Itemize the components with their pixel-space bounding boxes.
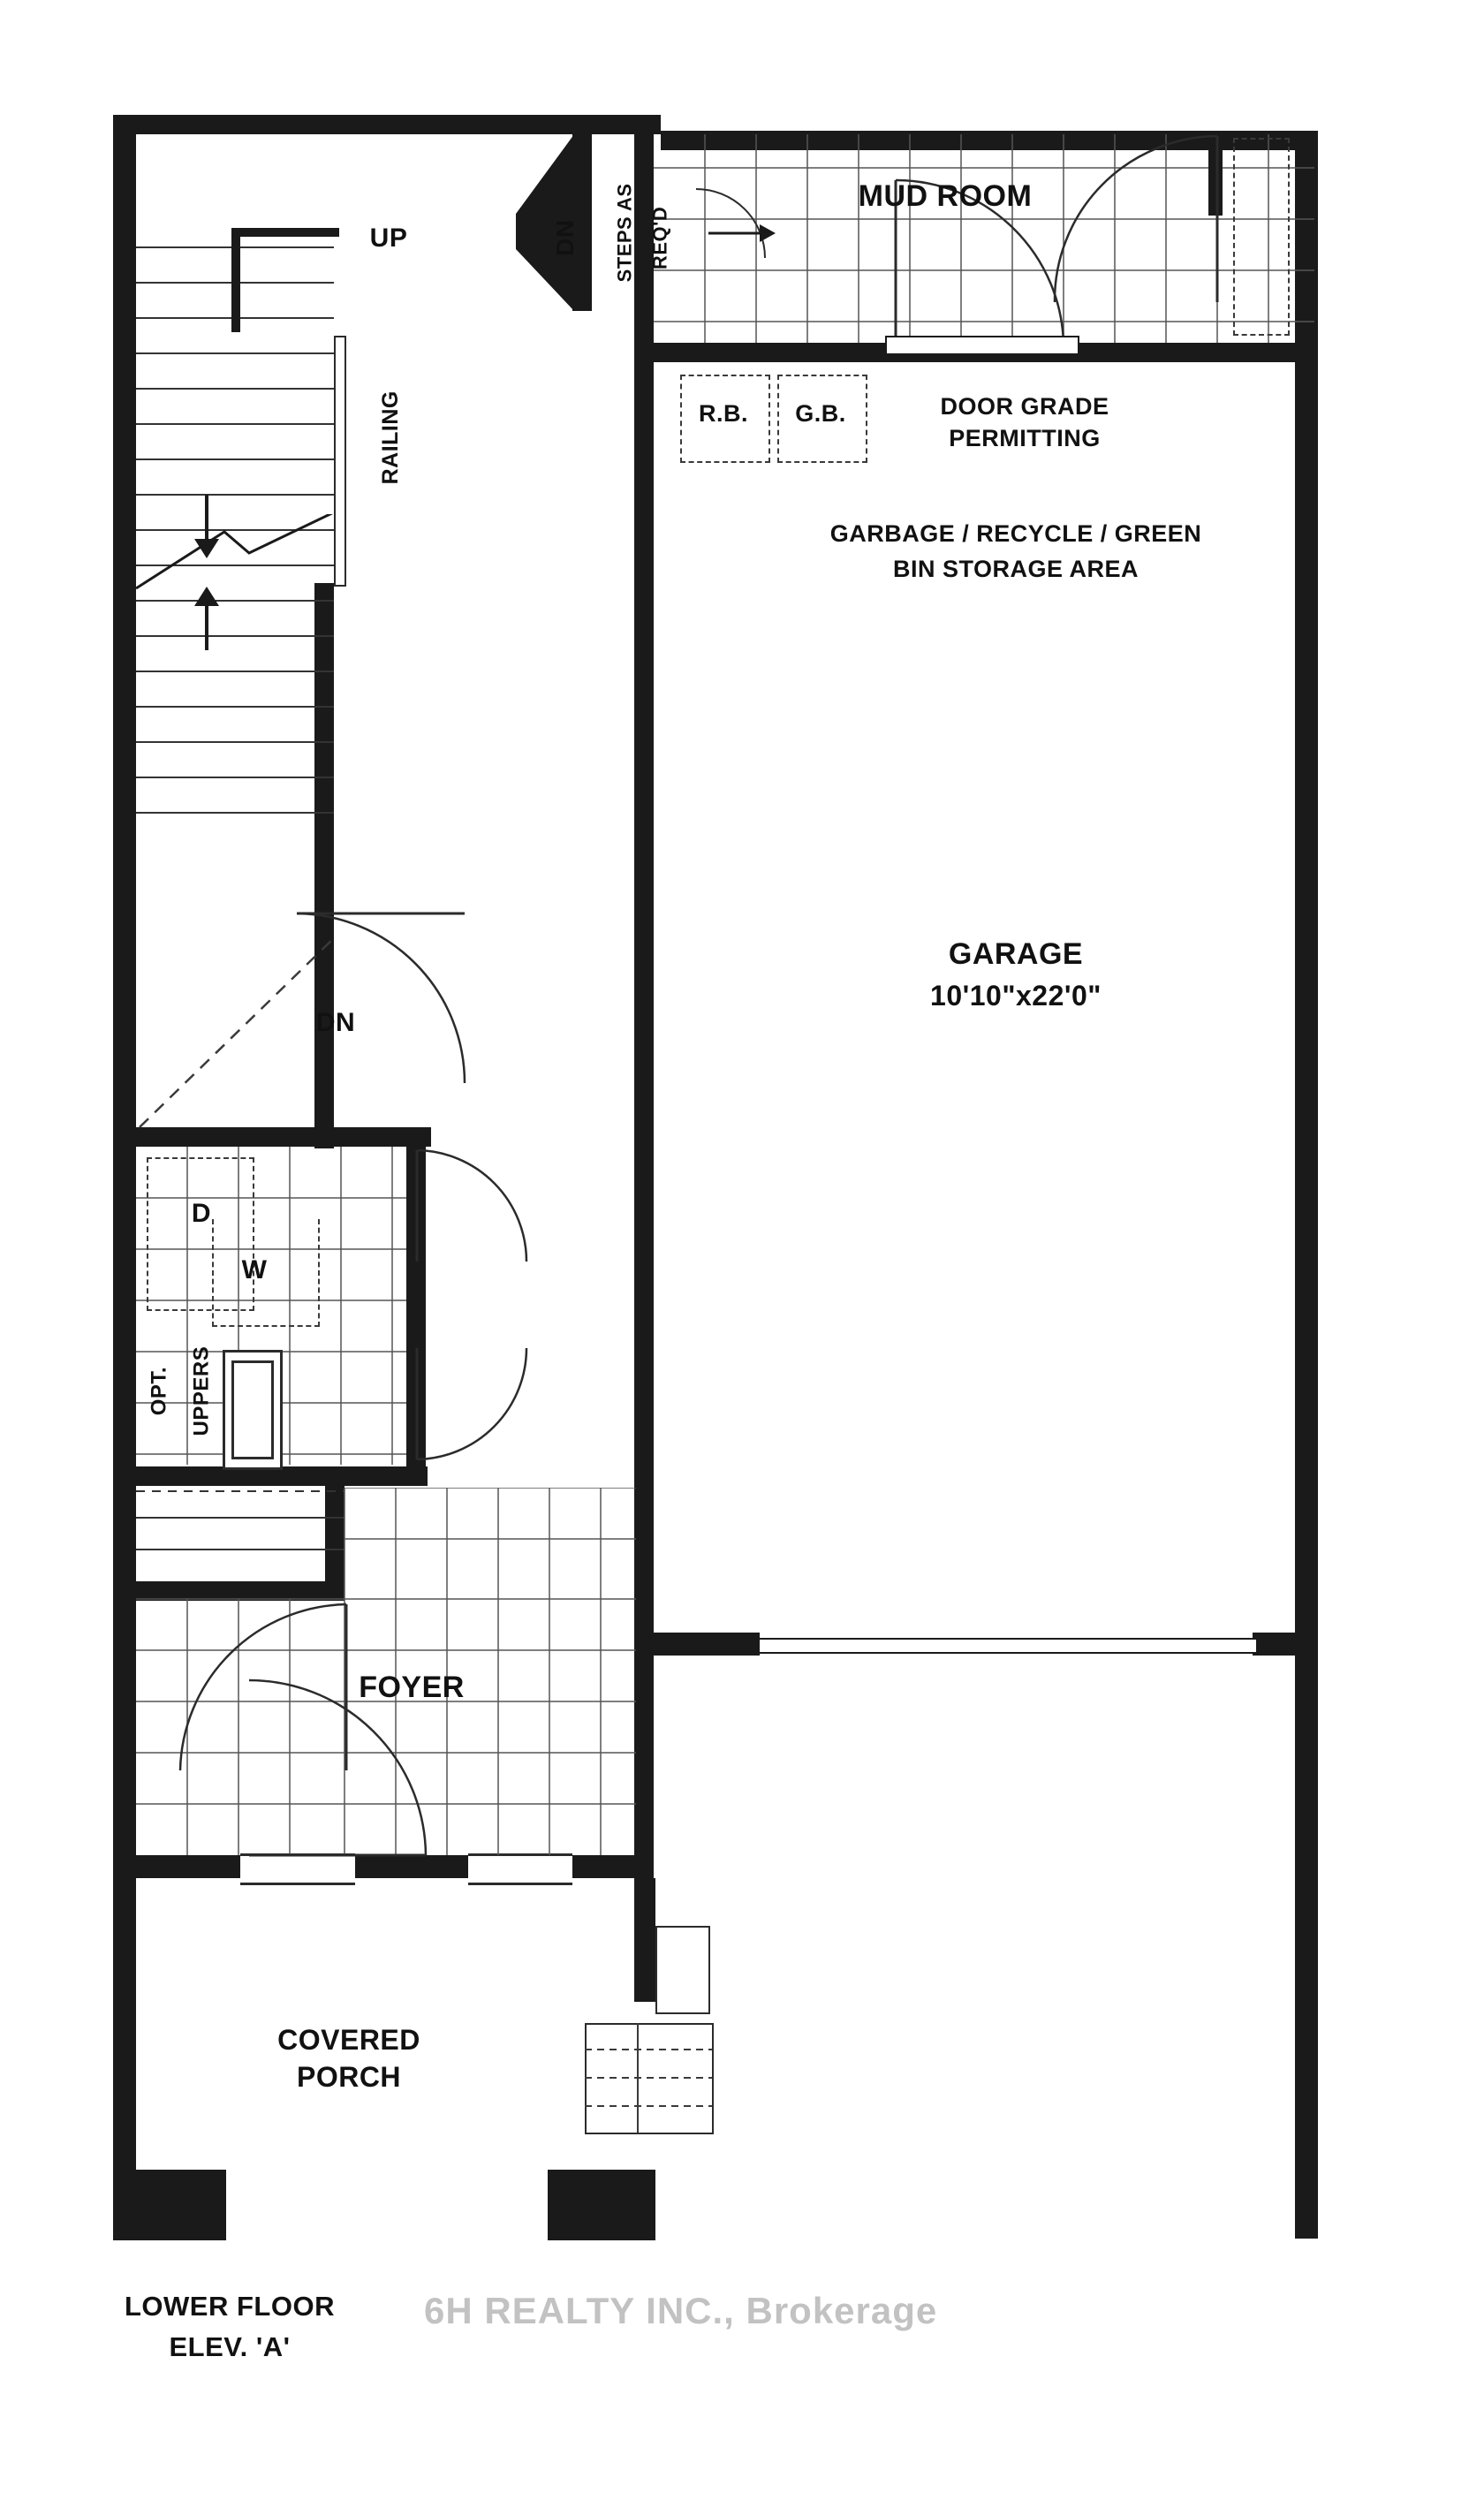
- wall-foyer-right: [634, 1466, 654, 1891]
- garage-door-opening: [758, 1638, 1258, 1654]
- wall-garage-bottom-left: [654, 1633, 760, 1656]
- label-garage: GARAGE: [948, 937, 1084, 971]
- label-uppers: UPPERS: [189, 1345, 214, 1436]
- laundry-door-swing-lower: [415, 1295, 530, 1463]
- label-opt: OPT.: [147, 1366, 171, 1416]
- mudroom-garage-threshold: [885, 336, 1079, 355]
- label-gb: G.B.: [795, 400, 846, 427]
- opt-uppers-inner: [231, 1360, 274, 1459]
- watermark: 6H REALTY INC., Brokerage: [424, 2290, 938, 2331]
- porch-step-detail: [655, 1926, 710, 2014]
- wall-garage-bottom-right: [1253, 1633, 1318, 1656]
- label-washer: W: [241, 1255, 268, 1284]
- label-storage-1: GARBAGE / RECYCLE / GREEN: [829, 520, 1202, 547]
- stair-break-line: [136, 514, 339, 594]
- railing-post-top: [231, 228, 240, 332]
- wall-top-left: [113, 115, 661, 134]
- label-foyer: FOYER: [359, 1671, 465, 1704]
- mudroom-closet-dashed: [1233, 138, 1290, 336]
- label-steps-as: STEPS AS: [613, 183, 636, 283]
- label-door-grade-2: PERMITTING: [949, 425, 1101, 451]
- label-rb: R.B.: [699, 400, 748, 427]
- label-covered-porch-1: COVERED: [277, 2024, 420, 2056]
- label-garage-dims: 10'10"x22'0": [930, 980, 1102, 1012]
- wall-garage-left: [634, 131, 654, 1633]
- porch-step-hatch: [585, 2023, 712, 2133]
- label-storage-2: BIN STORAGE AREA: [892, 556, 1140, 582]
- mudroom-arrow-icon: [707, 212, 777, 254]
- wall-porch-right: [634, 1878, 655, 2002]
- label-dn-top: DN: [550, 219, 579, 256]
- wall-porch-bottom-left: [113, 2170, 226, 2240]
- label-up: UP: [369, 224, 408, 253]
- entry-door-swing: [240, 1678, 435, 1864]
- wall-porch-left: [113, 1878, 136, 2193]
- label-dn-door: DN: [315, 1008, 356, 1037]
- plan-title-line1: LOWER FLOOR: [125, 2291, 335, 2322]
- label-door-grade-1: DOOR GRADE: [940, 393, 1109, 420]
- label-dryer: D: [191, 1199, 212, 1228]
- laundry-door-swing-upper: [415, 1148, 530, 1316]
- sidelite-opening: [468, 1853, 572, 1885]
- label-railing: RAILING: [377, 390, 403, 485]
- plan-title-line2: ELEV. 'A': [169, 2331, 291, 2362]
- label-covered-porch-2: PORCH: [296, 2061, 402, 2093]
- wall-porch-pillar: [548, 2170, 655, 2240]
- railing-rail-top: [231, 228, 339, 237]
- wall-garage-right-lower: [1295, 1656, 1318, 2239]
- wall-left-exterior: [113, 115, 136, 1908]
- label-reqd: REQ'D: [648, 206, 671, 270]
- mudroom-door-swing: [1051, 134, 1219, 307]
- label-mud-room: MUD ROOM: [858, 179, 1033, 213]
